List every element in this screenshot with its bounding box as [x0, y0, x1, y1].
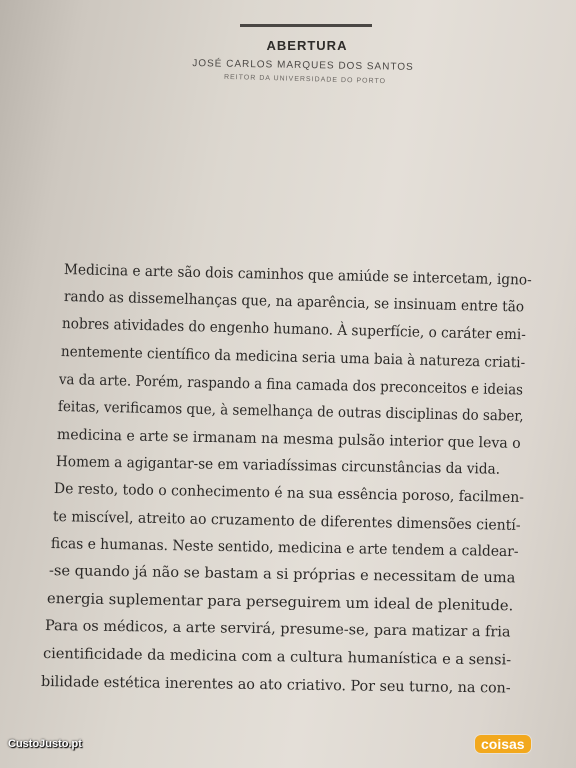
body-line: Para os médicos, a arte servirá, presume-se, para matizar a fria: [44, 618, 511, 641]
body-line: rando as dissemelhanças que, na aparência, se insinuam entre tão: [63, 289, 525, 316]
section-rule: [240, 24, 372, 27]
watermark-custojusto: CustoJusto.pt: [8, 738, 82, 750]
body-line: medicina e arte se irmanam na mesma pulsão interior que leva o: [56, 427, 521, 452]
body-line: energia suplementar para perseguirem um ideal de plenitude.: [46, 591, 514, 615]
body-line: va da arte. Porém, raspando a fina camada dos preconceitos e ideias: [58, 372, 524, 399]
body-line: nobres atividades do engenho humano. À superfície, o caráter emi-: [61, 316, 527, 344]
author-role: REITOR DA UNIVERSIDADE DO PORTO: [223, 73, 387, 86]
section-heading: ABERTURA: [266, 38, 348, 53]
body-line: De resto, todo o conhecimento é na sua essência poroso, facilmen-: [53, 481, 525, 507]
body-line: nentemente científico da medicina seria uma baia à natureza criati-: [60, 344, 526, 372]
body-line: te miscível, atreito ao cruzamento de diferentes dimensões cientí-: [52, 509, 521, 534]
body-line: feitas, verificamos que, à semelhança de outras disciplinas do saber,: [57, 399, 524, 425]
body-line: Medicina e arte são dois caminhos que amiúde se intercetam, igno-: [63, 262, 532, 289]
watermark-coisas: coisas: [474, 734, 532, 754]
body-line: cientificidade da medicina com a cultura humanística e a sensi-: [42, 646, 512, 669]
author-name: JOSÉ CARLOS MARQUES DOS SANTOS: [192, 58, 414, 73]
body-line: bilidade estética inerentes ao ato criativo. Por seu turno, na con-: [40, 674, 511, 697]
body-line: ficas e humanas. Neste sentido, medicina e arte tendem a caldear-: [50, 536, 519, 561]
body-line: Homem a agigantar-se em variadíssimas circunstâncias da vida.: [55, 454, 501, 478]
body-line: -se quando já não se bastam a si próprias e necessitam de uma: [48, 563, 516, 587]
